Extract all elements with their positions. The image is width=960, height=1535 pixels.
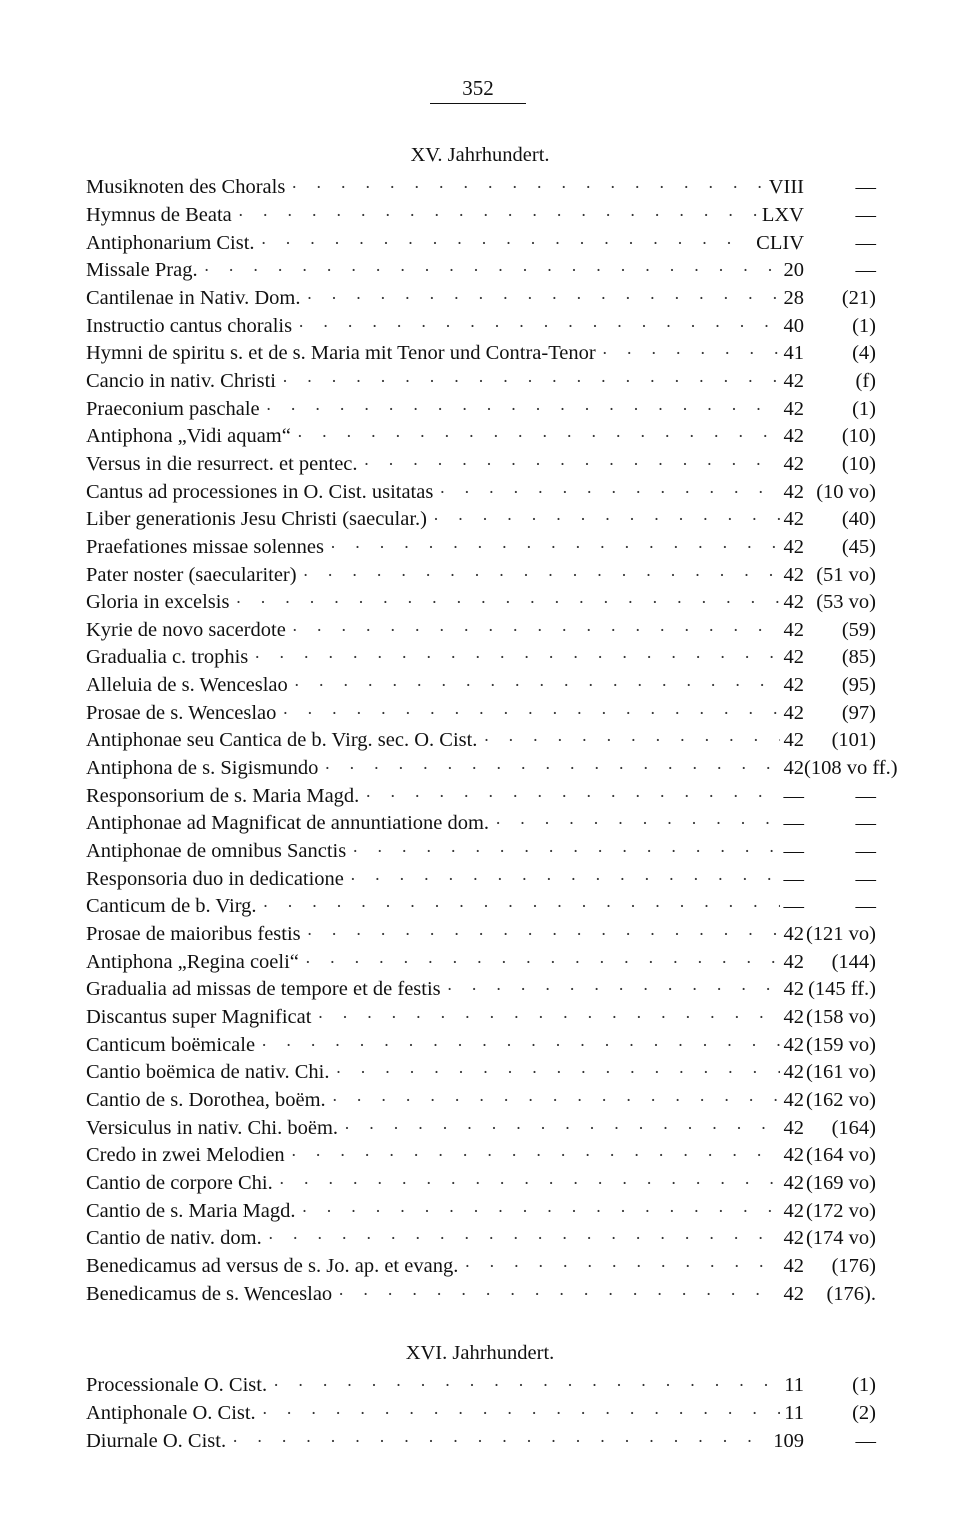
entry-title: Antiphona „Regina coeli“	[86, 950, 299, 973]
entry-page: 42	[783, 1061, 804, 1084]
entry-number: (159 vo)	[805, 1033, 876, 1056]
entry-title: Kyrie de novo sacerdote	[86, 618, 286, 641]
dot-leader	[254, 647, 779, 668]
entry-title: Gloria in excelsis	[86, 591, 230, 614]
entry-page: 42	[783, 674, 804, 697]
entry-page: 42	[783, 591, 804, 614]
entry-title: Instructio cantus choralis	[86, 314, 293, 337]
entry-page: 42	[783, 729, 804, 752]
entry-title: Canticum de b. Virg.	[86, 895, 257, 918]
entry-number: (45)	[841, 535, 876, 558]
entry-number: (164 vo)	[805, 1144, 876, 1167]
index-entry	[86, 368, 876, 396]
dot-leader	[232, 1431, 769, 1452]
dot-leader	[317, 1007, 779, 1028]
entry-page: 42	[783, 646, 804, 669]
entry-title: Responsoria duo in dedicatione	[86, 867, 344, 890]
entry-number: (176).	[826, 1282, 876, 1305]
entry-page: 42	[783, 397, 804, 420]
dot-leader	[495, 813, 779, 834]
entry-page: 42	[783, 1088, 804, 1111]
index-entry	[86, 699, 876, 727]
entry-title: Hymni de spiritu s. et de s. Maria mit Tenor und Contra-Tenor	[86, 342, 596, 365]
index-entry	[86, 1142, 876, 1170]
index-entry	[86, 948, 876, 976]
entry-title: Responsorium de s. Maria Magd.	[86, 784, 360, 807]
entry-number: (101)	[831, 729, 876, 752]
entry-title: Cancio in nativ. Christi	[86, 369, 276, 392]
entry-title: Prosae de s. Wenceslao	[86, 701, 277, 724]
entry-page: 42	[783, 480, 804, 503]
entry-number: (121 vo)	[805, 923, 876, 946]
entry-page: 42	[783, 950, 804, 973]
entry-number: —	[855, 840, 876, 863]
entry-title: Canticum boëmicale	[86, 1033, 256, 1056]
dot-leader	[235, 592, 779, 613]
entry-number: (145 ff.)	[808, 978, 876, 1001]
entry-number: (1)	[852, 397, 876, 420]
entry-title: Processionale O. Cist.	[86, 1374, 268, 1397]
dot-leader	[298, 316, 779, 337]
entry-page: 42	[783, 369, 804, 392]
entry-page: 42	[783, 978, 804, 1001]
dot-leader	[238, 205, 758, 226]
index-entry	[86, 451, 876, 479]
entry-title: Missale Prag.	[86, 259, 198, 282]
entry-number: (1)	[852, 1374, 876, 1397]
index-entry	[86, 1427, 876, 1455]
dot-leader	[294, 675, 780, 696]
entry-title: Antiphonae de omnibus Sanctis	[86, 840, 347, 863]
index-entry	[86, 838, 876, 866]
entry-number: —	[855, 812, 876, 835]
entry-number: (172 vo)	[805, 1199, 876, 1222]
index-entry	[86, 478, 876, 506]
entry-title: Musiknoten des Chorals	[86, 176, 286, 199]
index-entry	[86, 782, 876, 810]
index-entry	[86, 285, 876, 313]
index-entry	[86, 810, 876, 838]
dot-leader	[447, 979, 780, 1000]
entry-title: Cantio de s. Maria Magd.	[86, 1199, 296, 1222]
dot-leader	[302, 1201, 780, 1222]
entry-page: 28	[783, 286, 804, 309]
entry-page: —	[783, 840, 804, 863]
dot-leader	[268, 1228, 780, 1249]
entry-title: Antiphonarium Cist.	[86, 231, 255, 254]
entry-number: (164)	[831, 1116, 876, 1139]
index-entry	[86, 672, 876, 700]
entry-number: (f)	[855, 369, 876, 392]
entry-page: —	[783, 784, 804, 807]
index-entry	[86, 1059, 876, 1087]
entry-number: (95)	[841, 674, 876, 697]
entry-number: (176)	[831, 1254, 876, 1277]
entry-number: (4)	[852, 342, 876, 365]
index-entry	[86, 312, 876, 340]
index-entry	[86, 1170, 876, 1198]
dot-leader	[297, 426, 780, 447]
entry-page: 109	[773, 1429, 804, 1452]
section-heading-xv: XV. Jahrhundert.	[410, 144, 550, 166]
entry-title: Liber generationis Jesu Christi (saecular.)	[86, 508, 427, 531]
index-entry	[86, 534, 876, 562]
index-entry	[86, 1280, 876, 1308]
entry-number: (59)	[841, 618, 876, 641]
dot-leader	[305, 952, 780, 973]
dot-leader	[350, 869, 780, 890]
entry-page: 42	[783, 618, 804, 641]
entry-number: (10)	[841, 425, 876, 448]
entry-title: Praefationes missae solennes	[86, 535, 324, 558]
index-entry	[86, 865, 876, 893]
dot-leader	[332, 1090, 780, 1111]
entry-title: Cantus ad processiones in O. Cist. usitatas	[86, 480, 434, 503]
dot-leader	[292, 620, 780, 641]
entry-title: Antiphona de s. Sigismundo	[86, 757, 319, 780]
dot-leader	[303, 565, 780, 586]
index-entry	[86, 976, 876, 1004]
dot-leader	[282, 703, 779, 724]
section-heading-xvi: XVI. Jahrhundert.	[405, 1342, 555, 1364]
dot-leader	[364, 454, 780, 475]
entry-page: 20	[783, 259, 804, 282]
entry-title: Benedicamus ad versus de s. Jo. ap. et evang.	[86, 1254, 459, 1277]
index-entry	[86, 202, 876, 230]
entry-number: (2)	[852, 1401, 876, 1424]
dot-leader	[464, 1256, 779, 1277]
entry-title: Antiphonae seu Cantica de b. Virg. sec. O. Cist.	[86, 729, 478, 752]
dot-leader	[352, 841, 779, 862]
index-entry	[86, 1253, 876, 1281]
dot-leader	[266, 399, 780, 420]
dot-leader	[330, 537, 780, 558]
entry-title: Antiphona „Vidi aquam“	[86, 425, 291, 448]
index-entry	[86, 589, 876, 617]
index-entry	[86, 395, 876, 423]
entry-title: Benedicamus de s. Wenceslao	[86, 1282, 333, 1305]
entry-page: —	[783, 895, 804, 918]
entry-title: Prosae de maioribus festis	[86, 923, 301, 946]
index-entry	[86, 1031, 876, 1059]
index-entry	[86, 893, 876, 921]
entry-number: (1)	[852, 314, 876, 337]
entry-number: (144)	[831, 950, 876, 973]
entry-page: 42	[783, 701, 804, 724]
entry-number: (158 vo)	[805, 1006, 876, 1029]
index-entry	[86, 1197, 876, 1225]
entry-page: 11	[784, 1374, 804, 1397]
entry-number: (53 vo)	[816, 591, 876, 614]
index-entry	[86, 1114, 876, 1142]
dot-leader	[261, 233, 753, 254]
entry-number: (174 vo)	[805, 1227, 876, 1250]
dot-leader	[335, 1062, 779, 1083]
dot-leader	[344, 1118, 779, 1139]
entry-page: LXV	[761, 203, 804, 226]
dot-leader	[262, 1403, 781, 1424]
entry-page: 42	[783, 452, 804, 475]
entry-page: 40	[783, 314, 804, 337]
entry-page: —	[783, 812, 804, 835]
entry-page: VIII	[768, 176, 804, 199]
entry-number: (161 vo)	[805, 1061, 876, 1084]
entry-page: 42	[783, 508, 804, 531]
entry-page: 42	[783, 425, 804, 448]
entry-title: Hymnus de Beata	[86, 203, 232, 226]
entry-title: Discantus super Magnificat	[86, 1006, 312, 1029]
dot-leader	[279, 1173, 780, 1194]
entry-number: —	[855, 895, 876, 918]
entry-title: Cantilenae in Nativ. Dom.	[86, 286, 301, 309]
entry-title: Cantio boëmica de nativ. Chi.	[86, 1061, 330, 1084]
dot-leader	[324, 758, 779, 779]
entry-number: —	[855, 867, 876, 890]
dot-leader	[273, 1375, 780, 1396]
entry-page: 42	[783, 535, 804, 558]
dot-leader	[433, 509, 780, 530]
entry-page: 42	[783, 1116, 804, 1139]
entries-xvi	[86, 1372, 876, 1455]
entry-number: (169 vo)	[805, 1171, 876, 1194]
entry-title: Cantio de s. Dorothea, boëm.	[86, 1088, 326, 1111]
entry-page: 42	[783, 1199, 804, 1222]
index-entry	[86, 423, 876, 451]
index-entry	[86, 617, 876, 645]
dot-leader	[602, 343, 780, 364]
entry-title: Alleluia de s. Wenceslao	[86, 674, 288, 697]
entry-title: Antiphonae ad Magnificat de annuntiatione dom.	[86, 812, 490, 835]
page-number: 352	[462, 76, 494, 100]
page-number-rule	[430, 103, 526, 104]
entry-number: —	[855, 784, 876, 807]
index-entry	[86, 921, 876, 949]
index-entry	[86, 229, 876, 257]
dot-leader	[282, 371, 780, 392]
entry-page: 11	[784, 1401, 804, 1424]
entry-number: (21)	[841, 286, 876, 309]
entry-title: Praeconium paschale	[86, 397, 260, 420]
entry-number: (108 vo ff.)	[804, 757, 898, 780]
index-entry	[86, 506, 876, 534]
dot-leader	[306, 288, 779, 309]
entries-xv	[86, 174, 898, 1308]
entry-title: Cantio de nativ. dom.	[86, 1227, 262, 1250]
index-entry	[86, 174, 876, 202]
index-entry	[86, 755, 898, 783]
entry-number: (97)	[841, 701, 876, 724]
index-entry	[86, 644, 876, 672]
entry-title: Diurnale O. Cist.	[86, 1429, 227, 1452]
entry-number: —	[855, 203, 876, 226]
dot-leader	[204, 260, 780, 281]
entry-page: 42	[783, 1144, 804, 1167]
entry-page: 42	[783, 1171, 804, 1194]
entry-number: (85)	[841, 646, 876, 669]
entry-number: (40)	[841, 508, 876, 531]
entry-title: Versiculus in nativ. Chi. boëm.	[86, 1116, 339, 1139]
index-entry	[86, 1400, 876, 1428]
entry-page: 42	[783, 1282, 804, 1305]
dot-leader	[263, 896, 780, 917]
entry-page: 42	[783, 1227, 804, 1250]
entry-title: Antiphonale O. Cist.	[86, 1401, 256, 1424]
entry-number: (10 vo)	[816, 480, 876, 503]
entry-number: (51 vo)	[816, 563, 876, 586]
entry-page: —	[783, 867, 804, 890]
entry-number: —	[855, 231, 876, 254]
entry-page: 42	[783, 1254, 804, 1277]
index-entry	[86, 257, 876, 285]
index-entry	[86, 1372, 876, 1400]
dot-leader	[338, 1284, 779, 1305]
entry-page: 42	[783, 563, 804, 586]
index-entry	[86, 1087, 876, 1115]
entry-number: —	[855, 259, 876, 282]
dot-leader	[291, 1145, 780, 1166]
dot-leader	[261, 1035, 779, 1056]
entry-page: 42	[783, 757, 804, 780]
entry-page: 42	[783, 1006, 804, 1029]
dot-leader	[307, 924, 780, 945]
index-entry	[86, 1004, 876, 1032]
entry-title: Gradualia c. trophis	[86, 646, 249, 669]
dot-leader	[439, 482, 779, 503]
entry-page: 42	[783, 923, 804, 946]
entry-page: 42	[783, 1033, 804, 1056]
entry-page: CLIV	[756, 231, 804, 254]
index-entry	[86, 1225, 876, 1253]
entry-number: —	[855, 176, 876, 199]
entry-title: Gradualia ad missas de tempore et de festis	[86, 978, 441, 1001]
entry-title: Credo in zwei Melodien	[86, 1144, 285, 1167]
entry-title: Cantio de corpore Chi.	[86, 1171, 273, 1194]
index-entry	[86, 340, 876, 368]
index-entry	[86, 727, 876, 755]
dot-leader	[291, 177, 764, 198]
entry-number: (162 vo)	[805, 1088, 876, 1111]
entry-title: Versus in die resurrect. et pentec.	[86, 452, 358, 475]
dot-leader	[483, 730, 779, 751]
entry-number: (10)	[841, 452, 876, 475]
index-entry	[86, 561, 876, 589]
entry-number: —	[855, 1429, 876, 1452]
entry-page: 41	[783, 342, 804, 365]
entry-title: Pater noster (saeculariter)	[86, 563, 297, 586]
dot-leader	[365, 786, 779, 807]
